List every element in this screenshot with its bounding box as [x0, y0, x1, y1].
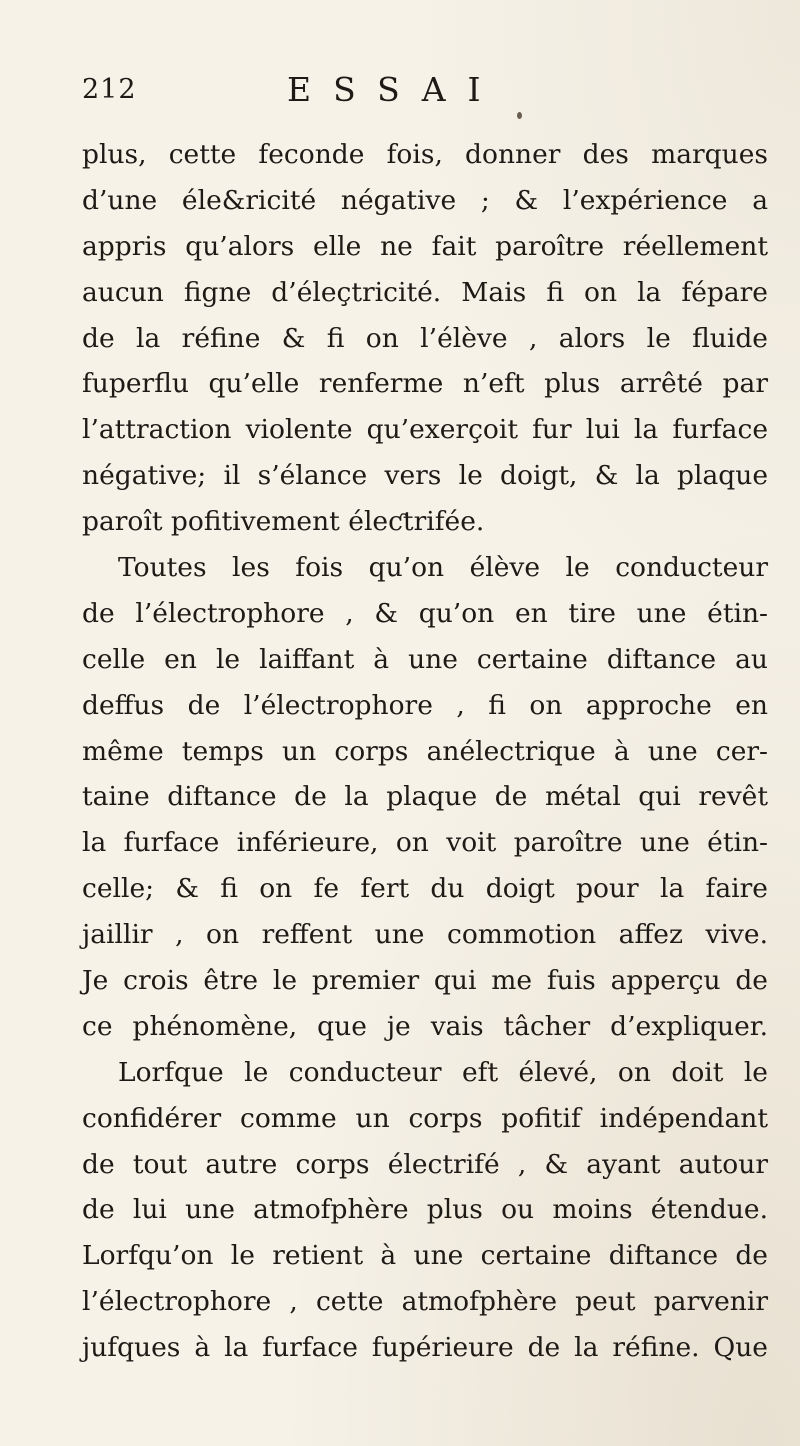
- text-line: celle en le laiffant à une certaine diftance au: [82, 643, 768, 675]
- text-line: aucun figne d’éleҫtricité. Mais fi on la fépare: [82, 276, 768, 308]
- text-line: d’une éle&ricité négative ; & l’expérience a: [82, 184, 768, 216]
- text-line: de la réfine & fi on l’élève , alors le fluide: [82, 322, 768, 354]
- text-line: Toutes les fois qu’on élève le conducteur: [118, 552, 768, 584]
- page-header: [82, 70, 722, 110]
- body-text: [82, 132, 768, 1371]
- text-line: même temps un corps anélectrique à une cer-: [82, 735, 768, 767]
- page-number: 212: [82, 74, 137, 105]
- text-line: jufques à la furface fupérieure de la réfine. Que: [82, 1332, 768, 1364]
- text-line: l’attraction violente qu’exerçoit fur lui la furface: [82, 414, 768, 446]
- text-line: taine diftance de la plaque de métal qui revêt: [82, 781, 768, 813]
- running-head: ESSAI: [287, 70, 503, 109]
- text-line: appris qu’alors elle ne fait paroître réellement: [82, 230, 768, 262]
- text-line: jaillir , on reffent une commotion affez vive.: [82, 919, 768, 951]
- text-line: de lui une atmofphère plus ou moins étendue.: [82, 1194, 768, 1226]
- text-line: l’électrophore , cette atmofphère peut parvenir: [82, 1286, 768, 1318]
- text-line: de tout autre corps électrifé , & ayant autour: [82, 1148, 768, 1180]
- text-line: plus, cette feconde fois, donner des marques: [82, 139, 768, 170]
- text-line: Lorfqu’on le retient à une certaine diftance de: [82, 1240, 768, 1272]
- text-line: paroît pofitivement éleƈtrifée.: [82, 506, 485, 538]
- text-line: celle; & fi on fe fert du doigt pour la faire: [82, 873, 768, 905]
- ink-speck: [517, 112, 522, 119]
- text-line: négative; il s’élance vers le doigt, & la plaque: [82, 460, 768, 492]
- text-line: fuperflu qu’elle renferme n’eft plus arrêté par: [82, 368, 768, 400]
- text-line: Lorfque le conducteur eft élevé, on doit le: [118, 1056, 768, 1088]
- text-line: deffus de l’électrophore , fi on approche en: [82, 689, 768, 721]
- text-line: confidérer comme un corps pofitif indépendant: [82, 1102, 768, 1134]
- text-line: Je crois être le premier qui me fuis apperçu de: [82, 965, 768, 997]
- text-line: de l’électrophore , & qu’on en tire une étin-: [82, 597, 768, 629]
- text-line: ce phénomène, que je vais tâcher d’expliquer.: [82, 1010, 768, 1042]
- text-line: la furface inférieure, on voit paroître une étin-: [82, 827, 768, 859]
